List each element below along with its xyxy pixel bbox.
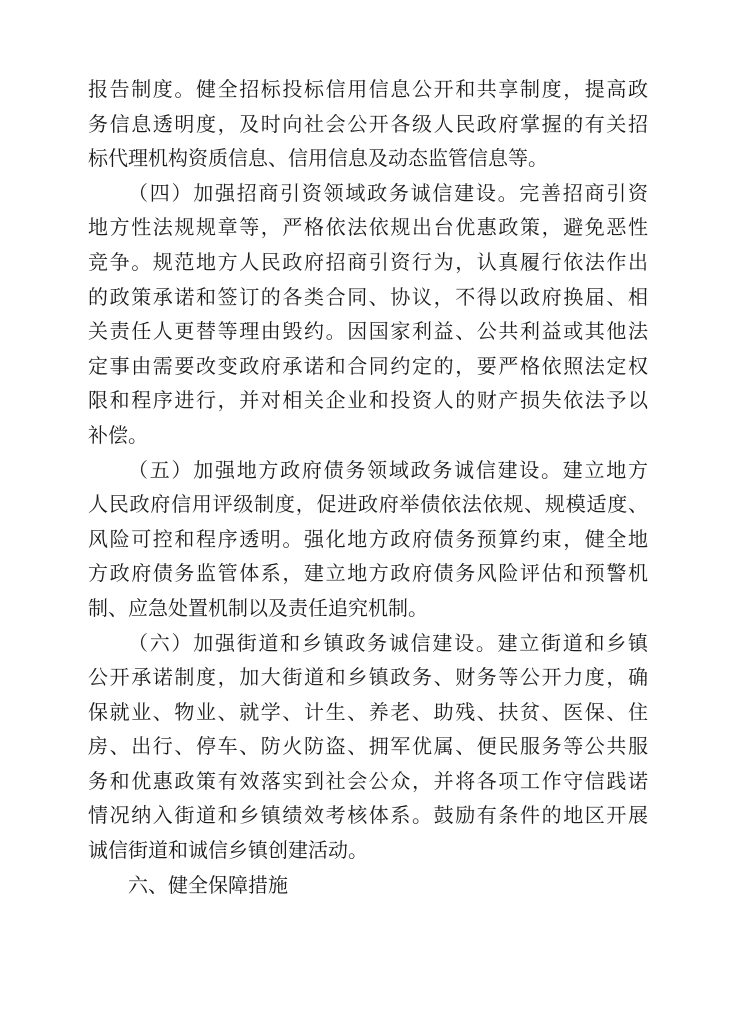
text-line: 风险可控和程序透明。强化地方政府债务预算约束，健全地 xyxy=(88,526,648,551)
text-line: 房、出行、停车、防火防盗、拥军优属、便民服务等公共服 xyxy=(88,734,648,759)
paragraph-reporting-system xyxy=(88,72,648,176)
text-line: 情况纳入街道和乡镇绩效考核体系。鼓励有条件的地区开展 xyxy=(88,803,648,828)
text-line: 诚信街道和诚信乡镇创建活动。 xyxy=(88,838,368,863)
text-line: 地方性法规规章等，严格依法依规出台优惠政策，避免恶性 xyxy=(88,215,648,240)
paragraph-local-government-debt xyxy=(88,453,648,626)
text-line: 关责任人更替等理由毁约。因国家利益、公共利益或其他法 xyxy=(88,319,648,344)
text-line: 的政策承诺和签订的各类合同、协议，不得以政府换届、相 xyxy=(88,284,648,309)
paragraph-investment-promotion xyxy=(88,176,648,453)
text-line: 定事由需要改变政府承诺和合同约定的，要严格依照法定权 xyxy=(88,353,648,378)
text-line: 制、应急处置机制以及责任追究机制。 xyxy=(88,595,428,620)
text-line: 标代理机构资质信息、信用信息及动态监管信息等。 xyxy=(88,146,548,171)
text-line: 补偿。 xyxy=(88,422,148,447)
text-line: 保就业、物业、就学、计生、养老、助残、扶贫、医保、住 xyxy=(88,699,648,724)
text-line: 竞争。规范地方人民政府招商引资行为，认真履行依法作出 xyxy=(88,249,648,274)
text-line: 务和优惠政策有效落实到社会公众，并将各项工作守信践诺 xyxy=(88,768,648,793)
text-line: 务信息透明度，及时向社会公开各级人民政府掌握的有关招 xyxy=(88,111,648,136)
text-line: （四）加强招商引资领域政务诚信建设。完善招商引资 xyxy=(128,180,648,205)
text-line: 人民政府信用评级制度，促进政府举债依法依规、规模适度、 xyxy=(88,492,648,517)
text-line: （六）加强街道和乡镇政务诚信建设。建立街道和乡镇 xyxy=(128,630,648,655)
text-line: 公开承诺制度，加大街道和乡镇政务、财务等公开力度，确 xyxy=(88,665,648,690)
text-line: 报告制度。健全招标投标信用信息公开和共享制度，提高政 xyxy=(88,77,648,101)
section-heading: 六、健全保障措施 xyxy=(128,872,288,897)
paragraph-streets-and-towns xyxy=(88,626,648,868)
text-line: （五）加强地方政府债务领域政务诚信建设。建立地方 xyxy=(128,457,648,482)
text-line: 方政府债务监管体系，建立地方政府债务风险评估和预警机 xyxy=(88,561,648,586)
text-line: 限和程序进行，并对相关企业和投资人的财产损失依法予以 xyxy=(88,388,648,413)
document-body xyxy=(88,72,648,902)
